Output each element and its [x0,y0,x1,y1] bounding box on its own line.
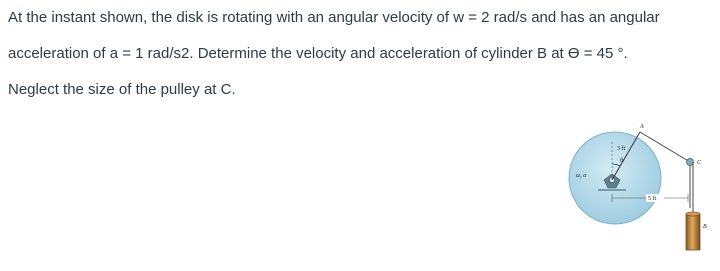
problem-line-2: acceleration of a = 1 rad/s2. Determine the velocity and acceleration of cylinder B at ϴ = 45 °. [8,45,628,62]
theta-label: θ [620,158,623,164]
cylinder-b-top [686,212,700,216]
pulley-c [687,159,694,166]
omega-alpha-label: ω, α [576,173,587,179]
radius-label: 3 ft [617,146,626,152]
problem-figure [560,118,720,266]
point-b-label: B [703,224,707,230]
point-a-label: A [640,124,644,130]
distance-label: 5 ft [648,196,657,202]
problem-line-3: Neglect the size of the pulley at C. [8,81,236,98]
disk-pulley-diagram [560,118,720,266]
problem-statement [8,0,713,108]
point-c-label: C [697,160,702,166]
cylinder-b [686,214,700,250]
problem-line-1: At the instant shown, the disk is rotating with an angular velocity of w = 2 rad/s and has an angular [8,9,660,26]
